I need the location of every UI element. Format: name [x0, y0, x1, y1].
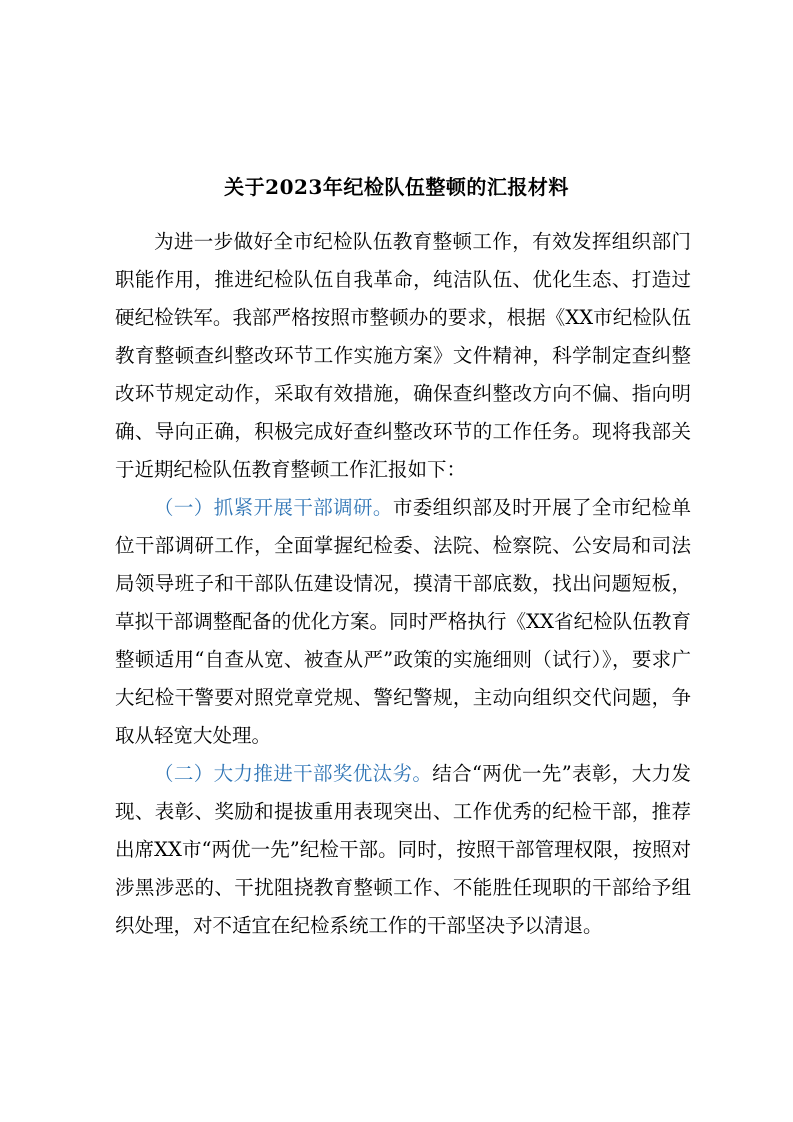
paragraph-section-2 [115, 755, 691, 945]
section-2-text: 结合“两优一先”表彰，大力发现、表彰、奖励和提拔重用表现突出、工作优秀的纪检干部，推荐出席XX市“两优一先”纪检干部。同时，按照干部管理权限，按照对涉黑涉恶的、干扰阻挠教育整顿工作、不能胜任现职的干部给予组织处理，对不适宜在纪检系统工作的干部坚决予以清退。 [115, 762, 691, 937]
section-1-heading: （一）抓紧开展干部调研。 [154, 496, 393, 519]
section-1-text: 市委组织部及时开展了全市纪检单位干部调研工作，全面掌握纪检委、法院、检察院、公安局和司法局领导班子和干部队伍建设情况，摸清干部底数，找出问题短板，草拟干部调整配备的优化方案。同时严格执行《XX省纪检队伍教育整顿适用“自查从宽、被查从严”政策的实施细则（试行）》，要求广大纪检干警要对照党章党规、警纪警规，主动向组织交代问题，争取从轻宽大处理。 [115, 496, 691, 747]
document-title: 关于2023年纪检队伍整顿的汇报材料 [224, 175, 569, 199]
paragraph-intro-text: 为进一步做好全市纪检队伍教育整顿工作，有效发挥组织部门职能作用，推进纪检队伍自我革命，纯洁队伍、优化生态、打造过硬纪检铁军。我部严格按照市整顿办的要求，根据《XX市纪检队伍教育整顿查纠整改环节工作实施方案》文件精神，科学制定查纠整改环节规定动作，采取有效措施，确保查纠整改方向不偏、指向明确、导向正确，积极完成好查纠整改环节的工作任务。现将我部关于近期纪检队伍教育整顿工作汇报如下： [115, 230, 691, 481]
section-2-heading: （二）大力推进干部奖优汰劣。 [154, 762, 433, 785]
paragraph-intro [115, 223, 691, 489]
paragraph-section-1 [115, 489, 691, 755]
